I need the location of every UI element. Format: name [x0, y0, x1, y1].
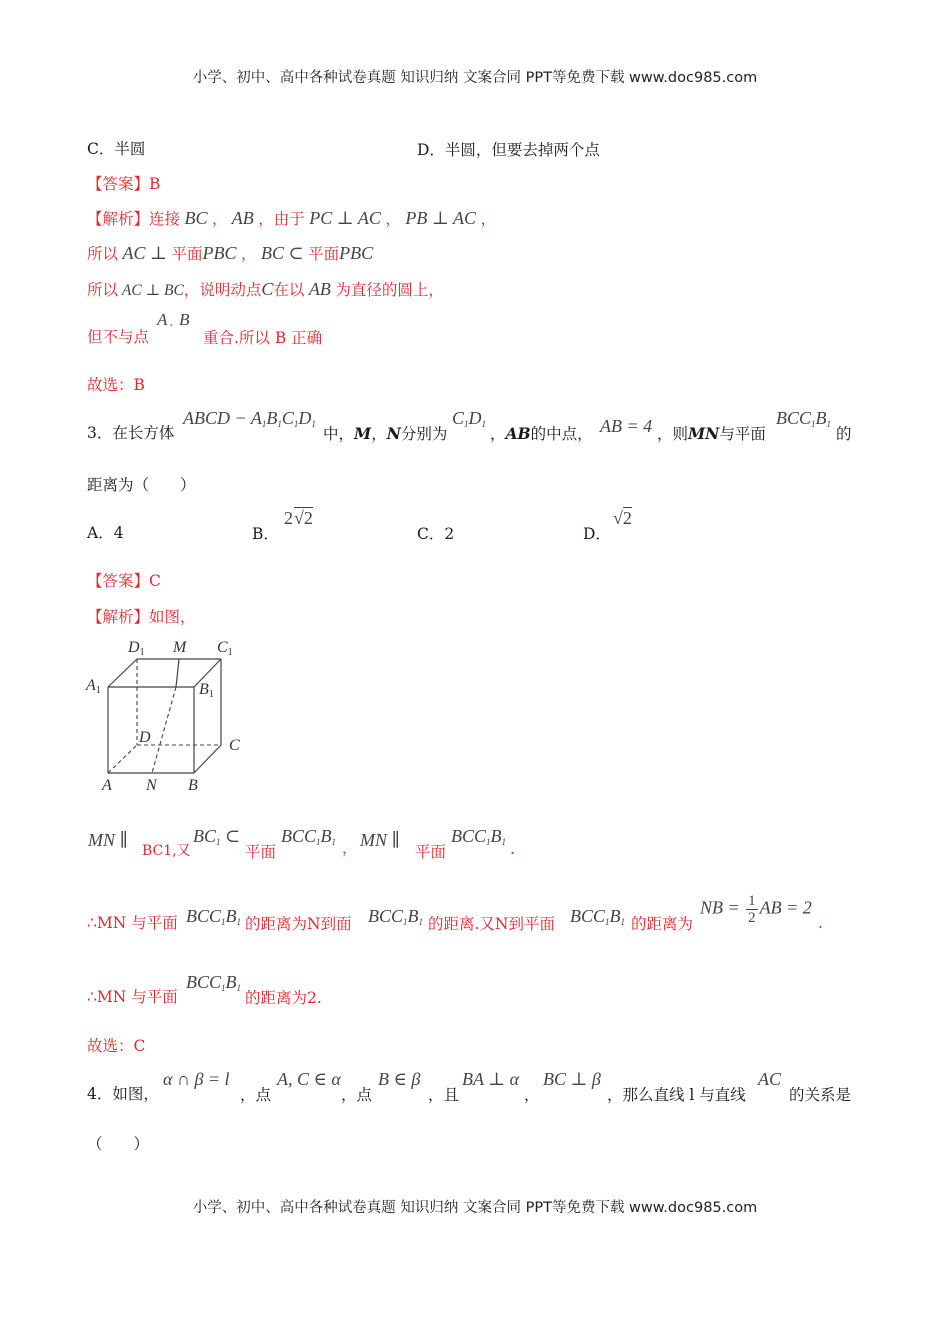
q3-stem-mid: 中，M，N分别为 — [323, 424, 448, 443]
text: 平面 — [171, 245, 203, 263]
math-c1d1: $C_1D_1$ — [452, 408, 487, 429]
label-d1: D1 — [128, 639, 145, 658]
math-mn-parallel-2: MN ∥ — [360, 830, 400, 850]
q4-stem-c: ，点 — [341, 1086, 373, 1104]
period: . — [510, 840, 515, 858]
q3-step1-a: BC1,又 — [142, 843, 191, 859]
math-bc1-subset: $BC_1$ ⊂ — [193, 826, 241, 847]
q3-option-c: C．2 — [417, 525, 455, 543]
q4-stem-f: ，那么直线 l 与直线 — [607, 1086, 746, 1104]
q2-option-c: C．半圆 — [87, 140, 146, 158]
text: 分别为 — [400, 425, 448, 443]
text: 平面 — [308, 245, 340, 263]
q3-step1-b: 平面 — [245, 843, 277, 861]
math-bc-perp-beta: BC ⊥ β — [543, 1069, 601, 1089]
text: 中， — [323, 425, 355, 443]
text: ，则 — [657, 425, 689, 443]
q3-stem-ab: ，AB的中点， — [490, 424, 593, 443]
q3-option-d: D． — [583, 525, 611, 543]
math-bcc1b1-2: $BCC_1B_1$ — [281, 826, 337, 847]
q2-analysis-line4-a: 但不与点 — [87, 328, 150, 346]
math-bcc1b1-5: $BCC_1B_1$ — [368, 906, 424, 927]
q3-stem-end: 的 — [836, 425, 852, 443]
text: 的中点， — [530, 425, 593, 443]
math-bcc1b1-7: $BCC_1B_1$ — [186, 972, 242, 993]
label-c: C — [229, 737, 240, 754]
q4-stem-line2: （ ） — [87, 1135, 150, 1153]
math-bcc1b1-3: $BCC_1B_1$ — [451, 826, 507, 847]
math-ba-perp-alpha: BA ⊥ α — [462, 1069, 520, 1089]
math-alpha-beta: α ∩ β = l — [163, 1069, 230, 1089]
period-2: . — [818, 914, 823, 932]
q3-stem-line2: 距离为（ ） — [87, 476, 196, 494]
analysis-label: 【解析】连接 — [87, 210, 181, 228]
q3-step2-d: 的距离为 — [631, 915, 694, 933]
label-d: D — [139, 729, 151, 746]
q3-option-a: A．4 — [87, 524, 124, 542]
q3-step2-a: ∴MN 与平面 — [87, 914, 178, 932]
cuboid-figure — [84, 632, 254, 800]
q2-analysis-line2: 所以 AC ⊥ 平面PBC ， BC ⊂ 平面PBC — [87, 243, 374, 263]
q4-stem-b: ，点 — [240, 1086, 272, 1104]
math-bcc1b1: $BCC_1B_1$ — [776, 408, 832, 429]
q3-stem-mn: ，则MN与平面 — [657, 424, 766, 443]
q3-answer: 【答案】C — [87, 572, 161, 590]
label-n: N — [146, 777, 157, 794]
math-sqrt2: √2 — [613, 508, 632, 528]
text: 与平面 — [719, 425, 766, 443]
text: ， — [490, 425, 506, 443]
page-header: 小学、初中、高中各种试卷真题 知识归纳 文案合同 PPT等免费下载 www.doc985.com — [192, 70, 758, 86]
q4-stem-a: 4．如图， — [87, 1085, 159, 1103]
q2-analysis-line4-b: 重合.所以 B 正确 — [203, 329, 323, 347]
label-c1: C1 — [217, 639, 233, 658]
q2-analysis-line3: 所以 AC ⊥ BC，说明动点C在以 AB 为直径的圆上， — [87, 279, 444, 299]
text: 所以 — [87, 281, 119, 299]
q3-step2-c: 的距离.又N到平面 — [428, 915, 555, 933]
label-m: M — [173, 639, 187, 656]
q4-stem-e: ， — [524, 1086, 540, 1104]
q2-option-d: D．半圆，但要去掉两个点 — [417, 141, 600, 159]
q4-stem-d: ，且 — [428, 1086, 460, 1104]
q3-option-b: B． — [252, 525, 279, 543]
math-bcc1b1-4: $BCC_1B_1$ — [186, 906, 242, 927]
q3-stem-a: 3．在长方体 — [87, 424, 175, 442]
math-ac: AC — [758, 1069, 782, 1089]
q2-answer: 【答案】B — [87, 175, 161, 193]
math-ac-in-alpha: A, C ∈ α — [277, 1069, 341, 1089]
label-b1: B1 — [199, 681, 214, 700]
math-cuboid: ABCD − $A_1B_1C_1D_1$ — [183, 408, 316, 429]
q2-choice: 故选：B — [87, 376, 145, 394]
math-ab-4: AB = 4 — [600, 416, 653, 436]
math-bcc1b1-6: $BCC_1B_1$ — [570, 906, 626, 927]
q3-choice: 故选：C — [87, 1037, 146, 1055]
label-a1: A1 — [86, 677, 101, 696]
text: 在以 — [273, 281, 305, 299]
page-footer: 小学、初中、高中各种试卷真题 知识归纳 文案合同 PPT等免费下载 www.doc985.com — [192, 1200, 758, 1216]
q3-step2-b: 的距离为N到面 — [245, 915, 352, 933]
q3-step1-d: 平面 — [415, 843, 447, 861]
math-2sqrt2: 2√2 — [284, 508, 313, 528]
math-nb-half-ab: NB = $\frac{1}{2}$ AB = 2 — [700, 893, 812, 926]
label-b: B — [188, 777, 198, 794]
q3-step3-a: ∴MN 与平面 — [87, 988, 178, 1006]
q4-stem-g: 的关系是 — [789, 1086, 852, 1104]
math-a-b: A , B — [157, 310, 190, 329]
text: 为直径的圆上， — [335, 281, 444, 299]
q3-step3-b: 的距离为2. — [245, 989, 322, 1007]
text: ，说明动点 — [183, 281, 262, 299]
math-b-in-beta: B ∈ β — [378, 1069, 421, 1089]
label-a: A — [102, 777, 112, 794]
q3-analysis: 【解析】如图， — [87, 608, 196, 626]
math-mn-parallel: MN ∥ — [88, 830, 128, 850]
text: 所以 — [87, 245, 119, 263]
q3-step1-c: ， — [342, 839, 358, 857]
q2-analysis-line1: 【解析】连接 BC ， AB ，由于 PC ⊥ AC ， PB ⊥ AC ， — [87, 208, 496, 228]
